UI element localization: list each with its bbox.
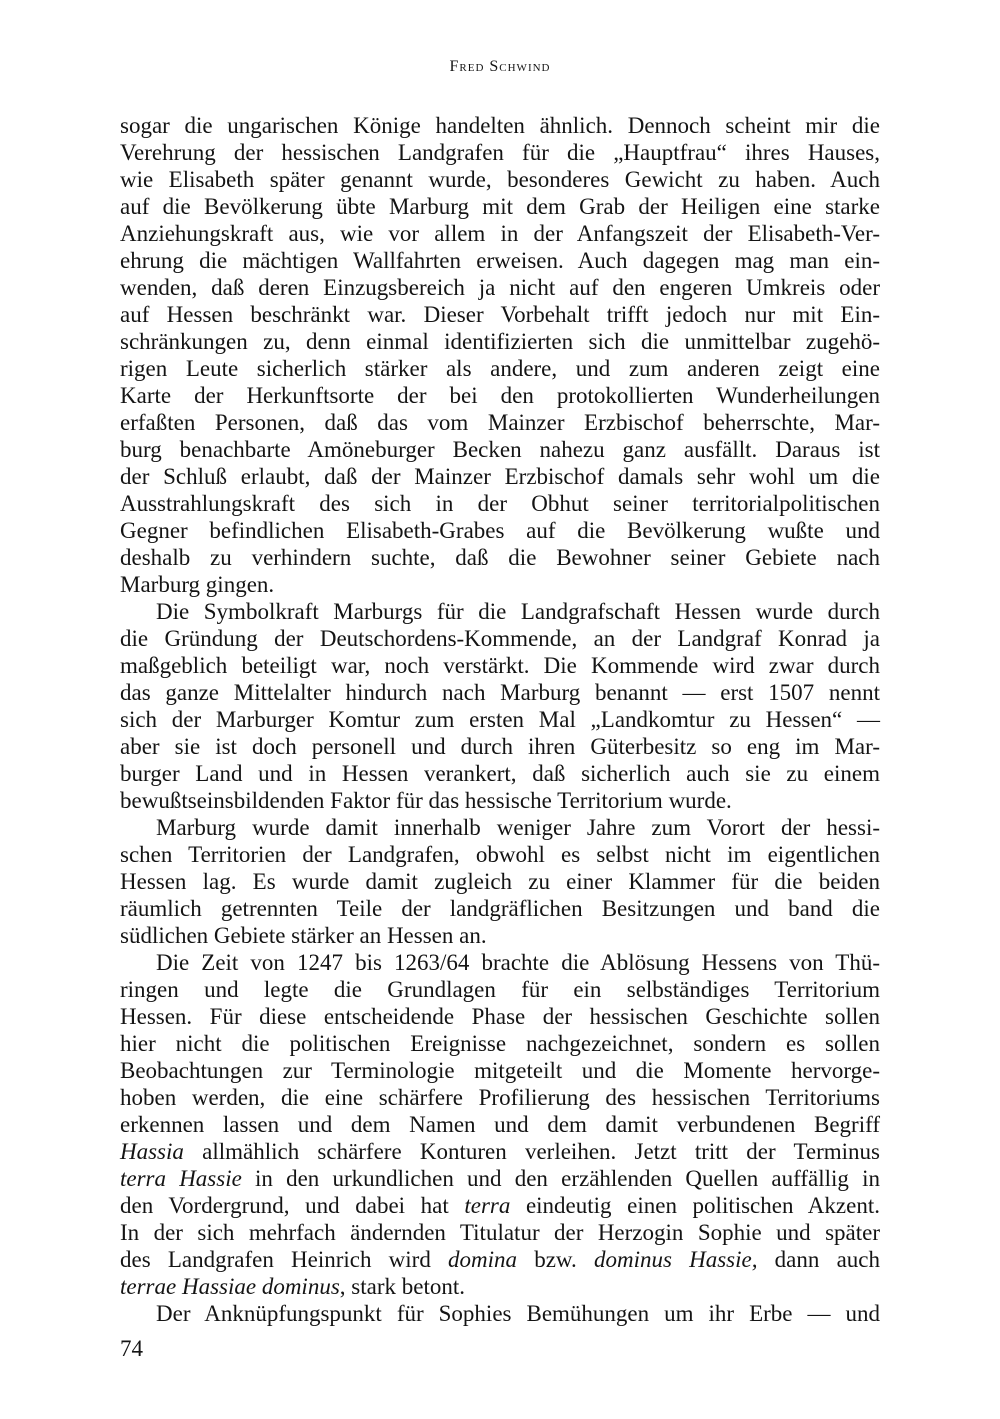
text-line [120, 544, 880, 571]
text-line [120, 841, 880, 868]
text-line [120, 112, 880, 139]
text-line [120, 328, 880, 355]
text-run: auf Hessen beschränkt war. Dieser Vorbehalt trifft jedoch nur mit Ein- [120, 302, 880, 327]
text-run: erfaßten Personen, daß das vom Mainzer Erzbischof beherrschte, Mar- [120, 410, 880, 435]
text-line [120, 868, 880, 895]
text-line [120, 490, 880, 517]
text-run: das ganze Mittelalter hindurch nach Marburg benannt — erst 1507 nennt [120, 680, 880, 705]
text-run: Der Anknüpfungspunkt für Sophies Bemühungen um ihr Erbe — und [156, 1301, 880, 1326]
text-line [120, 571, 880, 598]
text-run: In der sich mehrfach ändernden Titulatur der Herzogin Sophie und später [120, 1220, 880, 1245]
text-line [120, 1084, 880, 1111]
text-line [120, 922, 880, 949]
text-line [120, 301, 880, 328]
text-line [120, 436, 880, 463]
text-line [120, 1246, 880, 1273]
text-line [120, 949, 880, 976]
text-run: Die Zeit von 1247 bis 1263/64 brachte die Ablösung Hessens von Thü- [156, 950, 880, 975]
text-run: der Schluß erlaubt, daß der Mainzer Erzbischof damals sehr wohl um die [120, 464, 880, 489]
text-run: den Vordergrund, und dabei hat [120, 1193, 465, 1218]
text-run: sogar die ungarischen Könige handelten ähnlich. Dennoch scheint mir die [120, 113, 880, 138]
text-line [120, 787, 880, 814]
text-line [120, 1057, 880, 1084]
body-text [120, 112, 880, 1327]
text-run: ehrung die mächtigen Wallfahrten erweisen. Auch dagegen mag man ein- [120, 248, 880, 273]
text-line [120, 463, 880, 490]
text-line [120, 193, 880, 220]
italic-run: terra Hassie [120, 1166, 242, 1191]
text-run: räumlich getrennten Teile der landgräflichen Besitzungen und band die [120, 896, 880, 921]
text-run: Gegner befindlichen Elisabeth-Grabes auf die Bevölkerung wußte und [120, 518, 880, 543]
text-line [120, 409, 880, 436]
text-run: eindeutig einen politischen Akzent. [510, 1193, 880, 1218]
text-line [120, 679, 880, 706]
text-run: Karte der Herkunftsorte der bei den protokollierten Wunderheilungen [120, 383, 880, 408]
text-run: schränkungen zu, denn einmal identifizierten sich die unmittelbar zugehö- [120, 329, 880, 354]
italic-run: domina [448, 1247, 518, 1272]
text-line [120, 1219, 880, 1246]
text-run: Ausstrahlungskraft des sich in der Obhut seiner territorialpolitischen [120, 491, 880, 516]
text-run: Hessen. Für diese entscheidende Phase der hessischen Geschichte sollen [120, 1004, 880, 1029]
text-run: sich der Marburger Komtur zum ersten Mal „Landkomtur zu Hessen“ — [120, 707, 880, 732]
text-run: Anziehungskraft aus, wie vor allem in der Anfangszeit der Elisabeth-Ver- [120, 221, 880, 246]
text-line [120, 274, 880, 301]
text-run: Die Symbolkraft Marburgs für die Landgrafschaft Hessen wurde durch [156, 599, 880, 624]
text-line [120, 382, 880, 409]
text-run: südlichen Gebiete stärker an Hessen an. [120, 923, 487, 948]
text-line [120, 1003, 880, 1030]
text-line [120, 1111, 880, 1138]
text-run: wie Elisabeth später genannt wurde, besonderes Gewicht zu haben. Auch [120, 167, 880, 192]
text-run: hoben werden, die eine schärfere Profilierung des hessischen Territoriums [120, 1085, 880, 1110]
italic-run: dominus Hassie, [593, 1247, 758, 1272]
text-run: burg benachbarte Amöneburger Becken nahezu ganz ausfällt. Daraus ist [120, 437, 880, 462]
text-line [120, 517, 880, 544]
text-line [120, 1030, 880, 1057]
text-line [120, 355, 880, 382]
text-run: Marburg wurde damit innerhalb weniger Jahre zum Vorort der hessi- [156, 815, 880, 840]
text-line [120, 625, 880, 652]
text-line [120, 760, 880, 787]
italic-run: terra [464, 1193, 511, 1218]
text-line [120, 895, 880, 922]
text-line [120, 598, 880, 625]
text-run: bzw. [517, 1247, 594, 1272]
text-run: ringen und legte die Grundlagen für ein selbständiges Territorium [120, 977, 880, 1002]
text-line [120, 247, 880, 274]
running-head: Fred Schwind [449, 58, 551, 75]
text-run: rigen Leute sicherlich stärker als andere, und zum anderen zeigt eine [120, 356, 880, 381]
text-line [120, 220, 880, 247]
text-run: dann auch [757, 1247, 880, 1272]
text-run: bewußtseinsbildenden Faktor für das hessische Territorium wurde. [120, 788, 732, 813]
text-run: maßgeblich beteiligt war, noch verstärkt. Die Kommende wird zwar durch [120, 653, 880, 678]
text-run: in den urkundlichen und den erzählenden Quellen auffällig in [241, 1166, 880, 1191]
text-run: wenden, daß deren Einzugsbereich ja nicht auf den engeren Umkreis oder [120, 275, 880, 300]
text-run: die Gründung der Deutschordens-Kommende, an der Landgraf Konrad ja [120, 626, 880, 651]
text-line [120, 706, 880, 733]
text-line [120, 976, 880, 1003]
text-line [120, 1300, 880, 1327]
text-line [120, 733, 880, 760]
text-run: burger Land und in Hessen verankert, daß sicherlich auch sie zu einem [120, 761, 880, 786]
text-line [120, 166, 880, 193]
text-line [120, 139, 880, 166]
text-line [120, 1165, 880, 1192]
text-line [120, 814, 880, 841]
text-run: hier nicht die politischen Ereignisse nachgezeichnet, sondern es sollen [120, 1031, 880, 1056]
text-line [120, 1138, 880, 1165]
text-run: des Landgrafen Heinrich wird [120, 1247, 449, 1272]
text-run: Marburg gingen. [120, 572, 275, 597]
text-run: Beobachtungen zur Terminologie mitgeteilt und die Momente hervorge- [120, 1058, 880, 1083]
text-run: , stark betont. [339, 1274, 465, 1299]
text-run: Verehrung der hessischen Landgrafen für die „Hauptfrau“ ihres Hauses, [120, 140, 880, 165]
text-run: Hessen lag. Es wurde damit zugleich zu einer Klammer für die beiden [120, 869, 880, 894]
italic-run: terrae Hassiae dominus [120, 1274, 340, 1299]
text-line [120, 1192, 880, 1219]
text-run: schen Territorien der Landgrafen, obwohl es selbst nicht im eigentlichen [120, 842, 880, 867]
page-number: 74 [120, 1336, 143, 1361]
text-run: aber sie ist doch personell und durch ihren Güterbesitz so eng im Mar- [120, 734, 880, 759]
italic-run: Hassia [120, 1139, 184, 1164]
text-run: allmählich schärfere Konturen verleihen. Jetzt tritt der Terminus [183, 1139, 880, 1164]
text-run: auf die Bevölkerung übte Marburg mit dem Grab der Heiligen eine starke [120, 194, 880, 219]
text-line [120, 1273, 880, 1300]
text-run: erkennen lassen und dem Namen und dem damit verbundenen Begriff [120, 1112, 880, 1137]
text-run: deshalb zu verhindern suchte, daß die Bewohner seiner Gebiete nach [120, 545, 880, 570]
text-line [120, 652, 880, 679]
